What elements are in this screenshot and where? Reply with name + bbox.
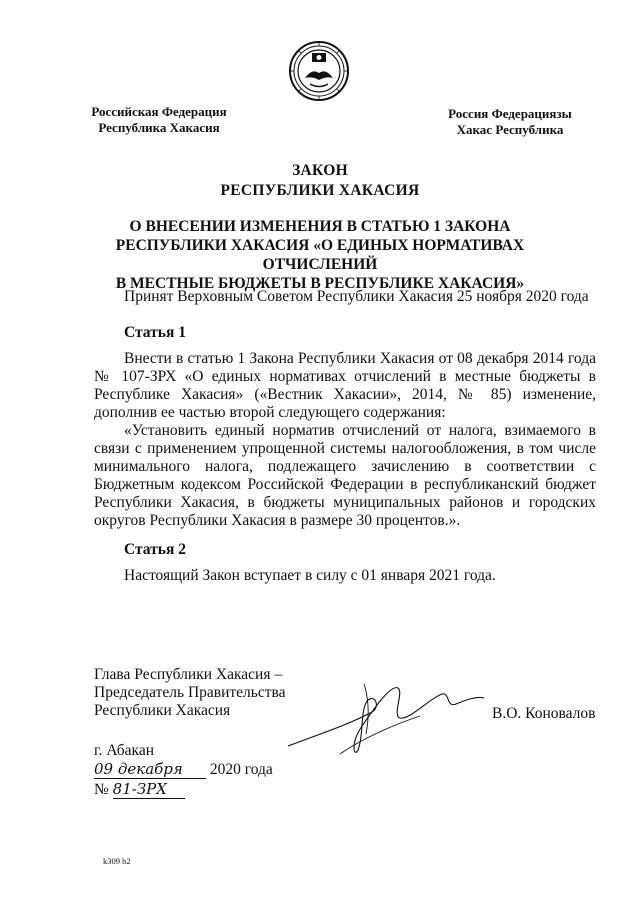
republic-emblem-icon <box>288 40 350 102</box>
law-number <box>94 780 185 799</box>
article-1-paragraph-1: Внести в статью 1 Закона Республики Хакасия от 08 декабря 2014 года № 107-ЗРХ «О единых нормативах отчислений в местные бюджеты в Республике Хакасия» («Вестник Хакасии», 2014, № 85) изменение, дополнив ее частью второй следующего содержания: <box>94 350 596 421</box>
number-sign: № <box>94 781 109 798</box>
document-code: k309 b2 <box>103 856 131 866</box>
signing-date <box>94 760 273 779</box>
signatory-position-line1: Глава Республики Хакасия – <box>94 666 283 683</box>
signatory-position <box>94 666 286 720</box>
subject-line3: В МЕСТНЫЕ БЮДЖЕТЫ В РЕСПУБЛИКЕ ХАКАСИЯ» <box>115 275 525 292</box>
header-right <box>440 106 580 138</box>
law-title: ЗАКОН <box>292 162 348 179</box>
header-right-line1: Россия Федерациязы <box>448 106 572 121</box>
adoption-note: Принят Верховным Советом Республики Хакасия 25 ноября 2020 года <box>124 288 589 305</box>
article-1-heading: Статья 1 <box>124 324 186 341</box>
article-2-heading: Статья 2 <box>124 541 186 558</box>
header-left <box>84 104 234 136</box>
law-subject <box>70 217 570 293</box>
place-of-signing: г. Абакан <box>94 742 155 759</box>
subject-line2: РЕСПУБЛИКИ ХАКАСИЯ «О ЕДИНЫХ НОРМАТИВАХ ОТЧИСЛЕНИЙ <box>115 237 525 273</box>
subject-line1: О ВНЕСЕНИИ ИЗМЕНЕНИЯ В СТАТЬЮ 1 ЗАКОНА <box>129 218 511 235</box>
signatory-position-line3: Республики Хакасия <box>94 702 231 719</box>
handwritten-date: 09 декабря <box>94 760 206 779</box>
header-right-line2: Хакас Республика <box>456 122 564 137</box>
date-year: 2020 года <box>209 761 273 778</box>
header-left-line1: Российская Федерация <box>91 104 227 119</box>
header-left-line2: Республика Хакасия <box>98 120 220 135</box>
handwritten-law-number: 81-ЗРХ <box>113 780 185 799</box>
law-subtitle: РЕСПУБЛИКИ ХАКАСИЯ <box>220 182 420 199</box>
article-2-paragraph-1: Настоящий Закон вступает в силу с 01 января 2021 года. <box>124 567 496 584</box>
handwritten-signature <box>280 664 490 764</box>
article-1-paragraph-2: «Установить единый норматив отчислений от налога, взимаемого в связи с применением упрощенной системы налогообложения, в том числе минимального налога, подлежащего зачислению в соответствии с Бюджетным кодексом Российской Федерации в республиканский бюджет Республики Хакасия, в бюджеты муниципальных районов и городских округов Республики Хакасия в размере 30 процентов.». <box>94 422 596 529</box>
signatory-name: В.О. Коновалов <box>492 705 596 722</box>
signatory-position-line2: Председатель Правительства <box>94 684 286 701</box>
